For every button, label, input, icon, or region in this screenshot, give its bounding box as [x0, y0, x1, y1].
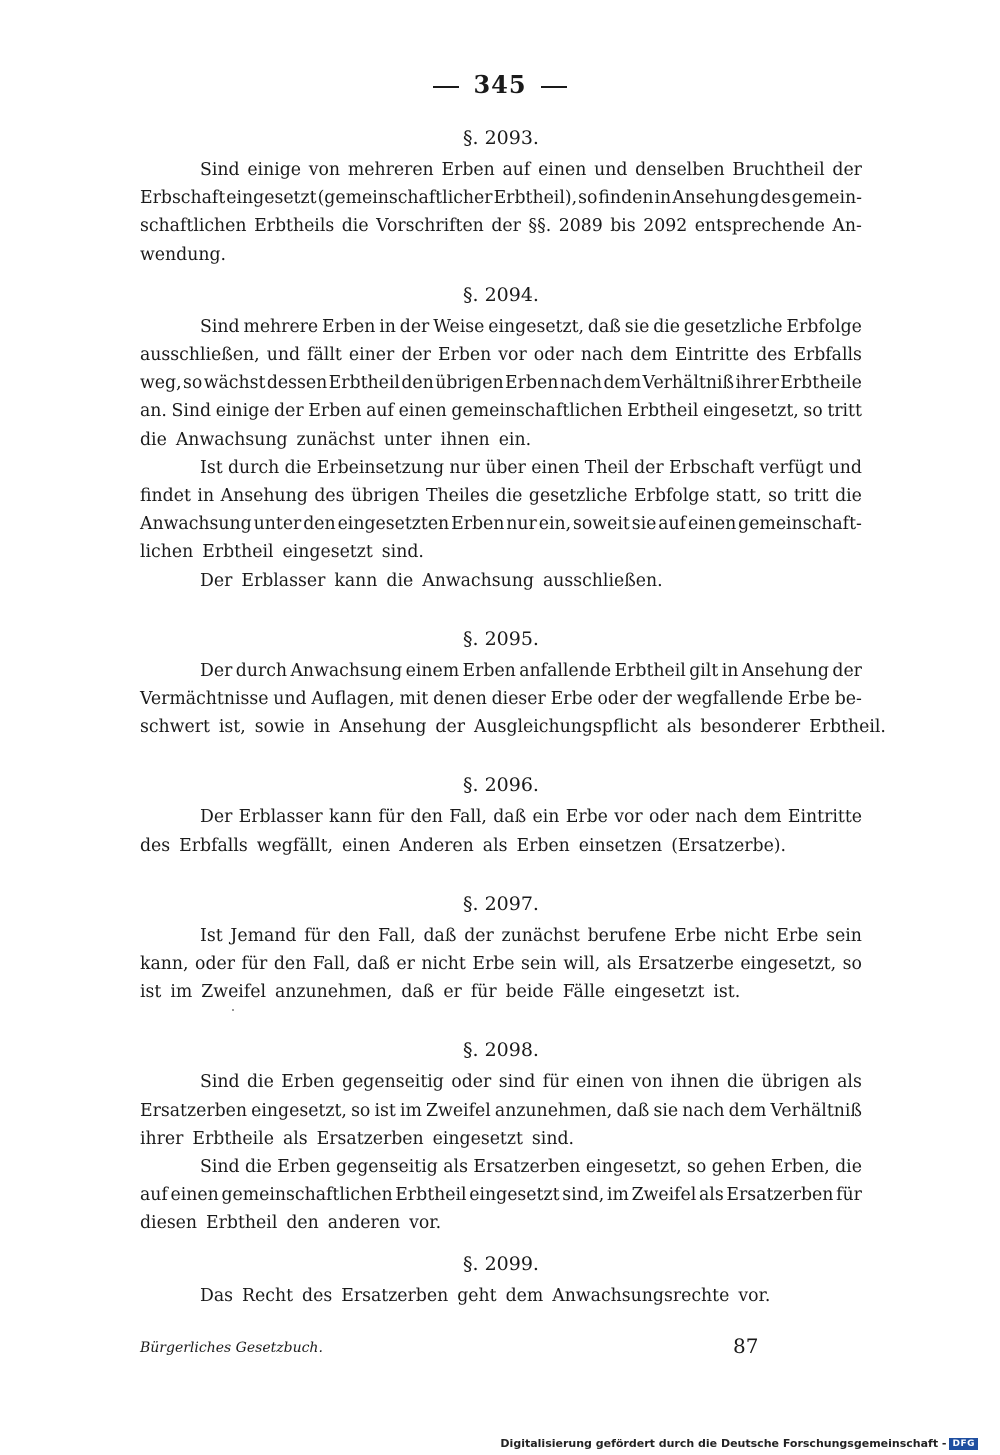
text-line: Sind die Erben gegenseitig oder sind für einen von ihnen die übrigen als: [200, 1072, 862, 1093]
paragraph: [140, 1153, 862, 1238]
text-line: auf einen gemeinschaftlichen Erbtheil eingesetzt sind, im Zweifel als Ersatzerben für: [140, 1185, 862, 1206]
footer-signature-number: 87: [733, 1334, 759, 1358]
text-line: Vermächtnisse und Auflagen, mit denen dieser Erbe oder der wegfallende Erbe be-: [140, 689, 862, 710]
section-spacer: [140, 595, 862, 621]
text-line: Ersatzerben eingesetzt, so ist im Zweifel anzunehmen, daß sie nach dem Verhältniß: [140, 1100, 862, 1121]
text-line: wendung.: [140, 244, 227, 265]
paragraph: [140, 922, 862, 1007]
footer-book-title: Bürgerliches Gesetzbuch.: [140, 1340, 323, 1356]
paragraph: [140, 657, 886, 742]
text-line: Das Recht des Ersatzerben geht dem Anwachsungsrechte vor.: [200, 1285, 771, 1306]
text-line: Sind die Erben gegenseitig als Ersatzerben eingesetzt, so gehen Erben, die: [200, 1157, 862, 1178]
text-line: Sind mehrere Erben in der Weise eingesetzt, daß sie die gesetzliche Erbfolge: [200, 316, 862, 337]
paragraph: [140, 454, 862, 567]
section-spacer: [140, 269, 862, 277]
text-line: Anwachsung unter den eingesetzten Erben nur ein, soweit sie auf einen gemeinschaft-: [140, 514, 862, 535]
page-body: [140, 120, 886, 1318]
attribution-text: Digitalisierung gefördert durch die Deutsche Forschungsgemeinschaft -: [500, 1437, 947, 1450]
digitization-attribution: [500, 1437, 978, 1450]
text-line: ihrer Erbtheile als Ersatzerben eingesetzt sind.: [140, 1128, 575, 1149]
section-heading: §. 2095.: [463, 627, 539, 650]
text-line: ist im Zweifel anzunehmen, daß er für beide Fälle eingesetzt ist.: [140, 982, 741, 1003]
text-line: Ist Jemand für den Fall, daß der zunächst berufene Erbe nicht Erbe sein: [200, 925, 862, 946]
section-heading: §. 2093.: [463, 127, 539, 149]
paragraph: [140, 1282, 862, 1310]
text-line: die Anwachsung zunächst unter ihnen ein.: [140, 429, 532, 450]
paragraph: [140, 313, 862, 454]
text-line: an. Sind einige der Erben auf einen gemeinschaftlichen Erbtheil eingesetzt, so tritt: [140, 401, 862, 422]
text-line: Der durch Anwachsung einem Erben anfallende Erbtheil gilt in Ansehung der: [200, 660, 862, 681]
section-heading: §. 2096.: [463, 774, 539, 797]
section-spacer: [140, 1310, 862, 1318]
text-line: Der Erblasser kann die Anwachsung ausschließen.: [200, 570, 663, 591]
section-spacer: [140, 1006, 862, 1032]
section-spacer: [140, 860, 862, 886]
text-line: des Erbfalls wegfällt, einen Anderen als Erben einsetzen (Ersatzerbe).: [140, 835, 787, 856]
text-line: schwert ist, sowie in Ansehung der Ausgleichungspflicht als besonderer Erbtheil.: [140, 717, 886, 738]
print-speck: [232, 1009, 234, 1011]
section-spacer: [140, 1238, 862, 1246]
paragraph: [140, 803, 862, 859]
paragraph: [140, 156, 862, 269]
header-dash-right: [541, 86, 567, 88]
text-line: weg, so wächst dessen Erbtheil den übrigen Erben nach dem Verhältniß ihrer Erbtheile: [140, 373, 862, 394]
page-number: 345: [473, 70, 527, 99]
section-heading: §. 2098.: [463, 1039, 539, 1062]
paragraph: [140, 567, 862, 595]
text-line: kann, oder für den Fall, daß er nicht Erbe sein will, als Ersatzerbe eingesetzt, so: [140, 954, 862, 975]
dfg-logo: DFG: [949, 1438, 978, 1450]
section-heading: §. 2099.: [463, 1252, 539, 1275]
text-line: Ist durch die Erbeinsetzung nur über einen Theil der Erbschaft verfügt und: [200, 457, 862, 478]
section-spacer: [140, 741, 862, 767]
text-line: findet in Ansehung des übrigen Theiles die gesetzliche Erbfolge statt, so tritt die: [140, 486, 862, 507]
text-line: lichen Erbtheil eingesetzt sind.: [140, 542, 424, 563]
text-line: schaftlichen Erbtheils die Vorschriften der §§. 2089 bis 2092 entsprechende An-: [140, 216, 862, 237]
section-heading: §. 2097.: [463, 892, 539, 915]
paragraph: [140, 1068, 862, 1153]
section-heading: §. 2094.: [463, 283, 539, 306]
page-header: [0, 70, 1000, 99]
text-line: Erbschaft eingesetzt (gemeinschaftlicher Erbtheil), so finden in Ansehung des gemein-: [140, 188, 862, 209]
header-dash-left: [433, 86, 459, 88]
text-line: Sind einige von mehreren Erben auf einen und denselben Bruchtheil der: [200, 160, 862, 180]
text-line: ausschließen, und fällt einer der Erben vor oder nach dem Eintritte des Erbfalls: [140, 345, 862, 366]
text-line: Der Erblasser kann für den Fall, daß ein Erbe vor oder nach dem Eintritte: [200, 807, 862, 828]
text-line: diesen Erbtheil den anderen vor.: [140, 1213, 442, 1234]
